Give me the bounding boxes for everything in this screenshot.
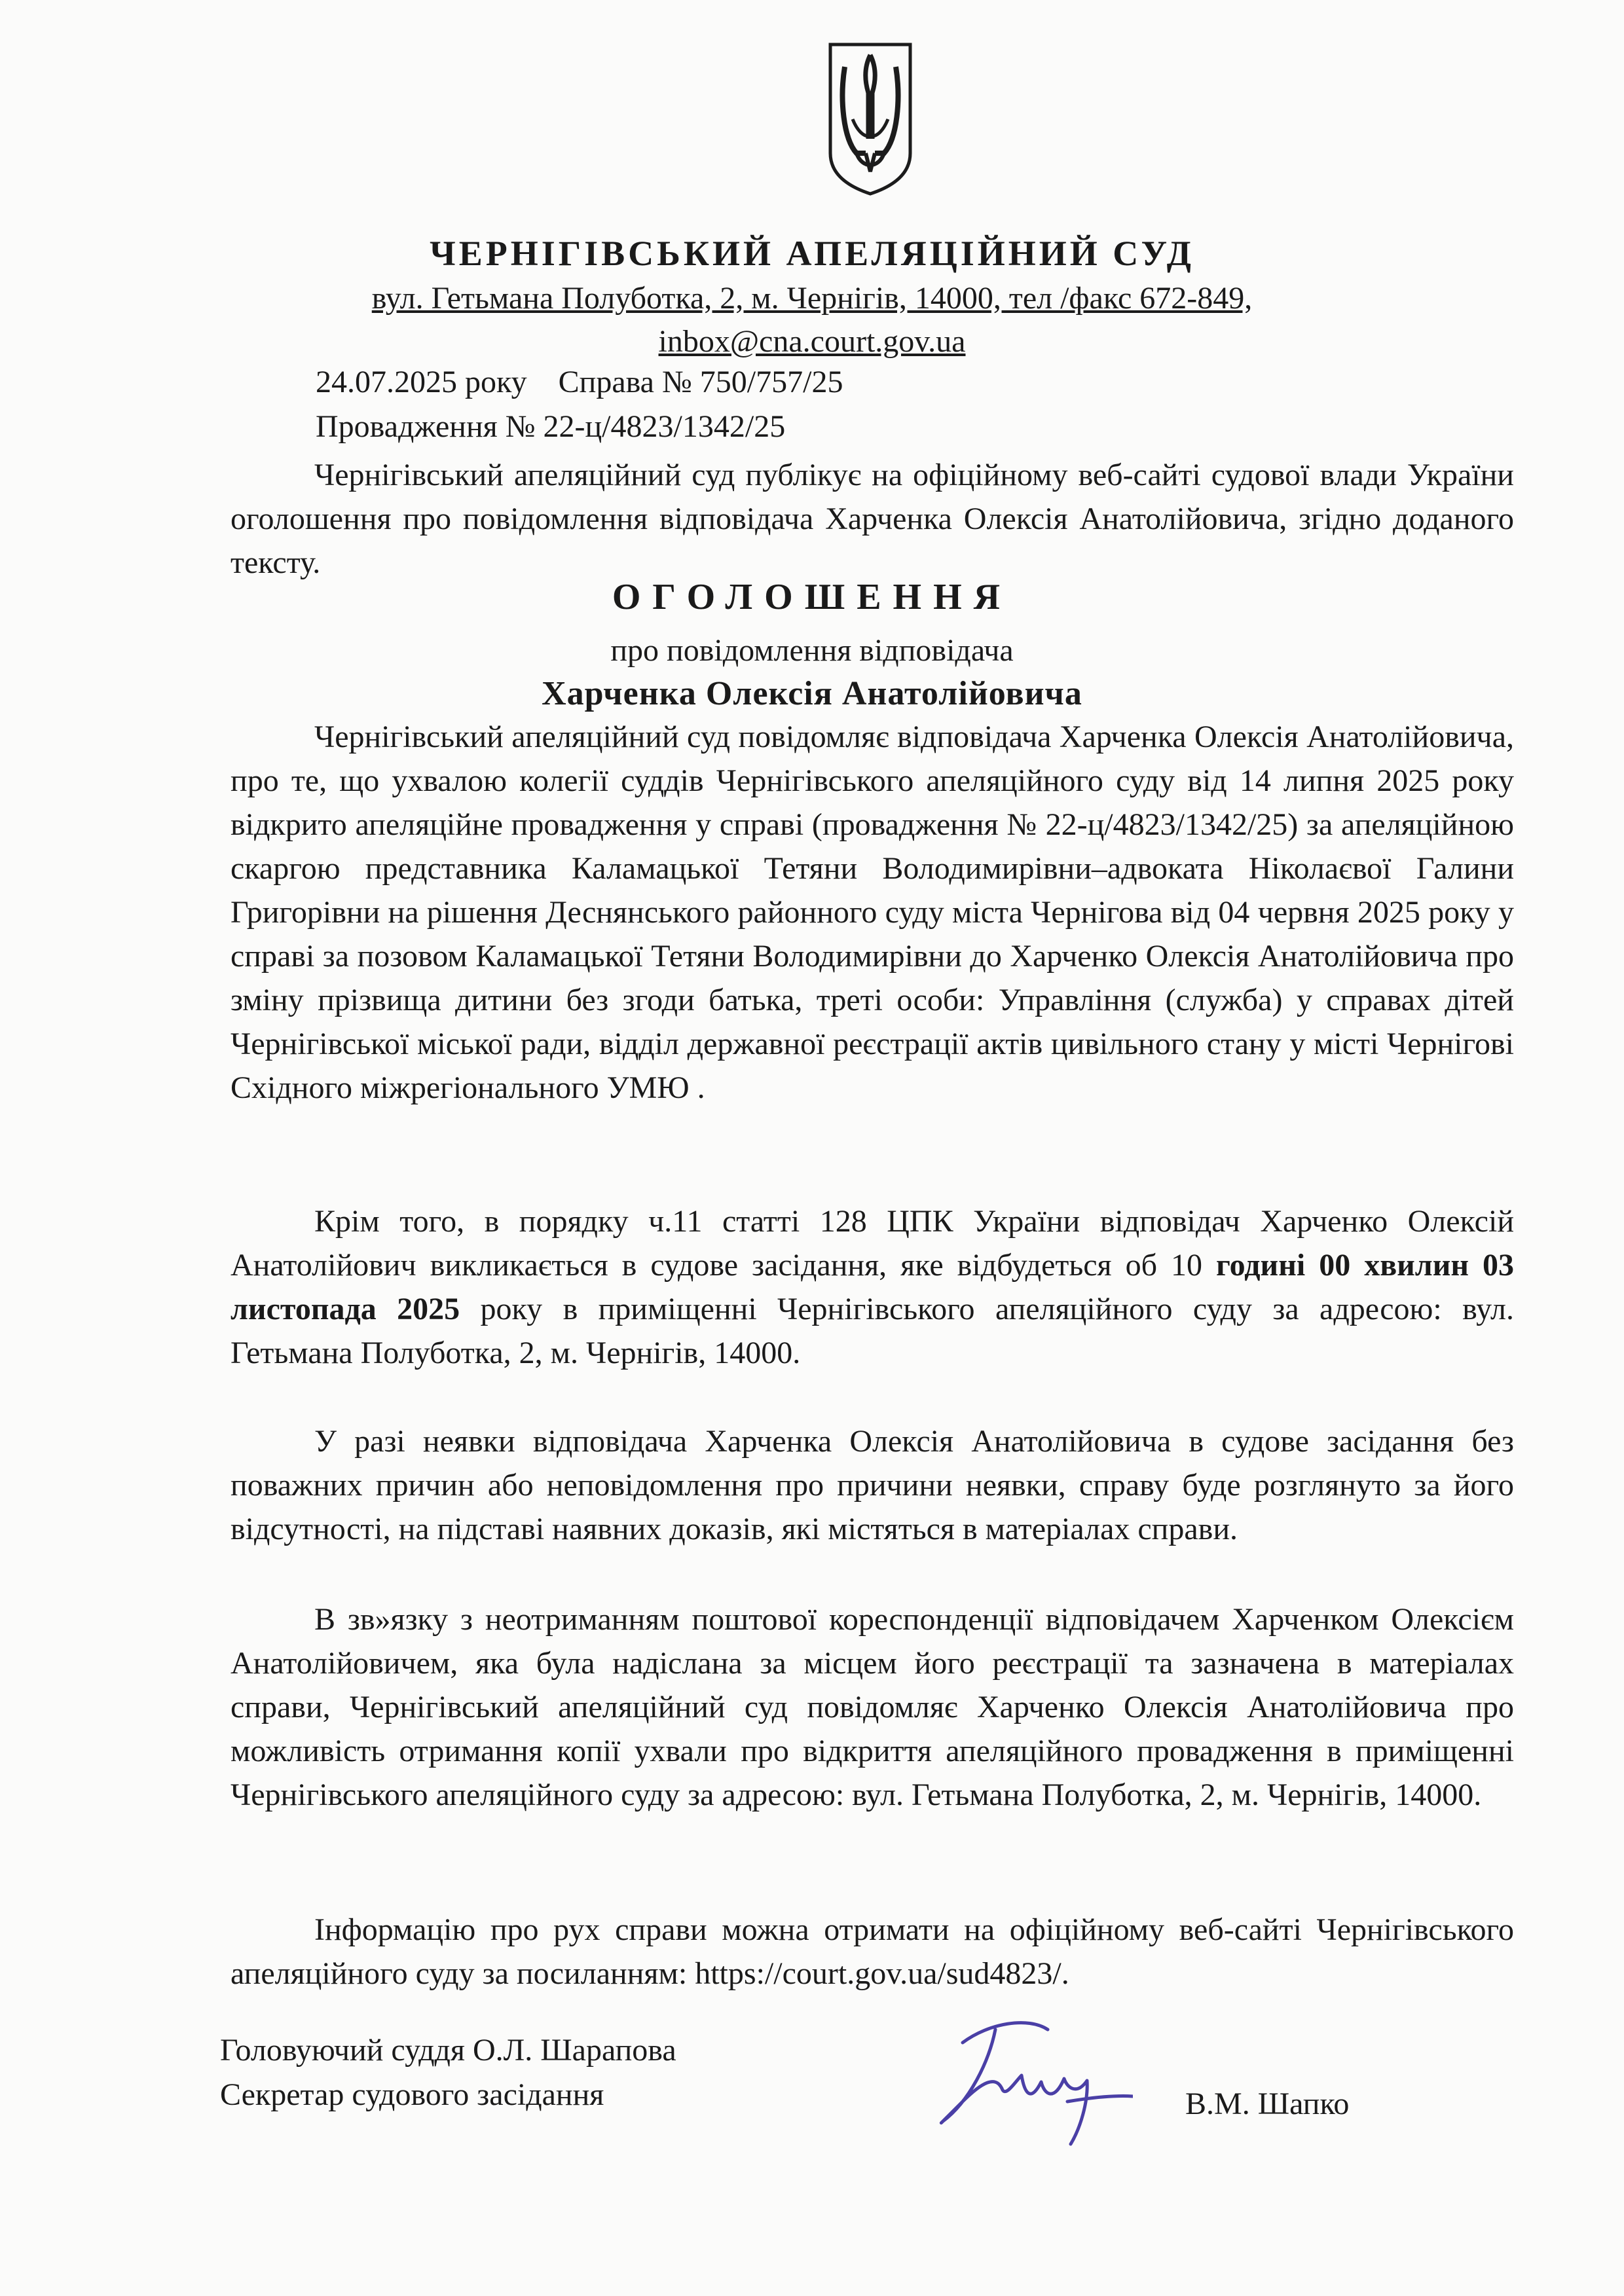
- court-email: inbox@cna.court.gov.ua: [658, 324, 966, 359]
- intro-paragraph: Чернігівський апеляційний суд публікує на офіційному веб-сайті судової влади України оголошення про повідомлення відповідача Харченка Олексія Анатолійовича, згідно доданого тексту.: [231, 458, 1514, 580]
- paragraph-absence-warning: У разі неявки відповідача Харченка Олексія Анатолійовича в судове засідання без поважних причин або неповідомлення про причини неявки, справу буде розглянуто за його відсутності, на підставі наявних доказів, які містяться в матеріалах справи.: [231, 1424, 1514, 1546]
- court-name: ЧЕРНІГІВСЬКИЙ АПЕЛЯЦІЙНИЙ СУД: [430, 234, 1194, 273]
- paragraph-copy-availability: В зв»язку з неотриманням поштової кореспонденції відповідачем Харченком Олексієм Анатолійовичем, яка була надіслана за місцем його реєстрації та зазначена в матеріалах справи, Чернігівський апеляційний суд повідомляє Харченко Олексія Анатолійовича про можливість отримання копії ухвали про відкриття апеляційного провадження в приміщенні Чернігівського апеляційного суду за адресою: вул. Гетьмана Полуботка, 2, м. Чернігів, 14000.: [231, 1602, 1514, 1812]
- defendant-name: Харченка Олексія Анатолійовича: [542, 675, 1082, 712]
- secretary-label: Секретар судового засідання: [220, 2077, 604, 2112]
- paragraph-hearing-summons: [231, 1199, 1514, 1375]
- announcement-title: ОГОЛОШЕННЯ: [612, 577, 1012, 617]
- secretary-name: В.М. Шапко: [1185, 2086, 1350, 2121]
- announcement-subtitle: про повідомлення відповідача: [610, 633, 1014, 668]
- hearing-text-start: Крім того, в порядку ч.11 статті 128 ЦПК України відповідач Харченко Олексій Анатолійович викликається в судове засідання, яке відбудеться об 10: [231, 1204, 1514, 1283]
- court-address: вул. Гетьмана Полуботка, 2, м. Чернігів, 14000, тел /факс 672-849,: [371, 281, 1253, 316]
- proceeding-number: Провадження № 22-ц/4823/1342/25: [316, 409, 786, 444]
- signature-block: [220, 2028, 676, 2117]
- hearing-text-end: року в приміщенні Чернігівського апеляційного суду за адресою: вул. Гетьмана Полуботка, 2, м. Чернігів, 14000.: [231, 1292, 1514, 1370]
- paragraph-appeal-opened: Чернігівський апеляційний суд повідомляє відповідача Харченка Олексія Анатолійовича, про те, що ухвалою колегії суддів Чернігівського апеляційного суду від 14 липня 2025 року відкрито апеляційне провадження у справі (провадження № 22-ц/4823/1342/25) за апеляційною скаргою представника Каламацької Тетяни Володимирівни–адвоката Ніколаєвої Галини Григорівни на рішення Деснянського районного суду міста Чернігова від 04 червня 2025 року у справі за позовом Каламацької Тетяни Володимирівни до Харченко Олексія Анатолійовича про зміну прізвища дитини без згоди батька, треті особи: Управління (служба) у справах дітей Чернігівської міської ради, відділ державної реєстрації актів цивільного стану у місті Чернігові Східного міжрегіонального УМЮ .: [231, 720, 1514, 1105]
- paragraph-case-info-link: Інформацію про рух справи можна отримати на офіційному веб-сайті Чернігівського апеляційного суду за посиланням: https://court.gov.ua/sud4823/.: [231, 1912, 1514, 1991]
- handwritten-signature-icon: [917, 2003, 1133, 2154]
- presiding-judge: Головуючий суддя О.Л. Шарапова: [220, 2033, 676, 2068]
- date-case-number: 24.07.2025 року Справа № 750/757/25: [316, 365, 843, 399]
- trident-coat-of-arms-icon: [826, 41, 914, 198]
- hearing-datetime: годині 00 хвилин 03 листопада 2025: [231, 1248, 1515, 1326]
